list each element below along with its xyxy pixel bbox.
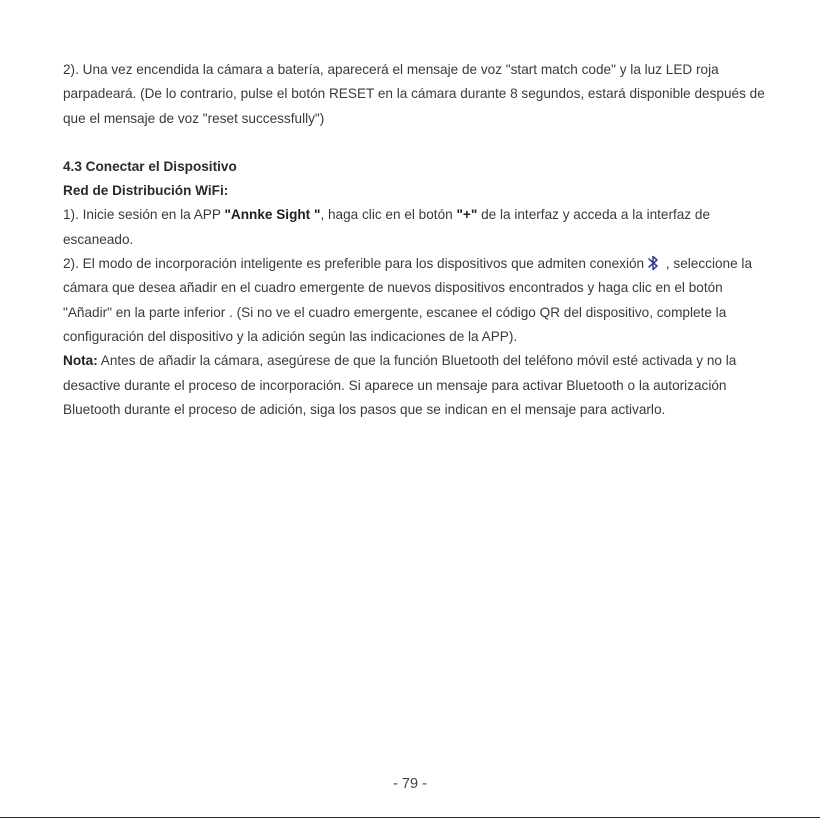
bluetooth-icon <box>646 254 660 272</box>
step-1-paragraph <box>63 203 767 252</box>
step-2-suffix: , seleccione la cámara que desea añadir en el cuadro emergente de nuevos dispositivos encontrados y haga clic en el botón "Añadir" en la parte inferior . (Si no ve el cuadro emergente, escanee el código QR del dispositivo, complete la configuración del dispositivo y la adición según las indicaciones de la APP). <box>63 256 753 344</box>
step-1-middle: , haga clic en el botón <box>320 207 457 223</box>
app-name: "Annke Sight " <box>224 207 321 223</box>
step-2-paragraph <box>63 252 767 349</box>
plus-button-label: "+" <box>456 207 478 223</box>
intro-paragraph: 2). Una vez encendida la cámara a batería, aparecerá el mensaje de voz "start match code" y la luz LED roja parpadeará. (De lo contrario, pulse el botón RESET en la cámara durante 8 segundos, estará disponible después de que el mensaje de voz "reset successfully") <box>63 62 765 126</box>
note-paragraph <box>63 349 767 422</box>
page-content <box>63 58 767 422</box>
step-1-prefix: 1). Inicie sesión en la APP <box>63 207 225 223</box>
section-title: 4.3 Conectar el Dispositivo <box>63 158 237 174</box>
note-text: Antes de añadir la cámara, asegúrese de que la función Bluetooth del teléfono móvil esté activada y no la desactive durante el proceso de incorporación. Si aparece un mensaje para activar Bluetooth o la autorización Bluetooth durante el proceso de adición, siga los pasos que se indican en el mensaje para activarlo. <box>63 353 737 417</box>
step-2-prefix: 2). El modo de incorporación inteligente es preferible para los dispositivos que admiten conexión <box>63 256 645 272</box>
page-number: - 79 - <box>393 776 427 792</box>
section-subtitle: Red de Distribución WiFi: <box>63 183 229 199</box>
spacer <box>63 131 767 155</box>
bottom-divider <box>0 817 820 818</box>
step-1-suffix: de la interfaz y acceda a la interfaz de escaneado. <box>63 207 711 247</box>
note-label: Nota: <box>63 353 98 369</box>
